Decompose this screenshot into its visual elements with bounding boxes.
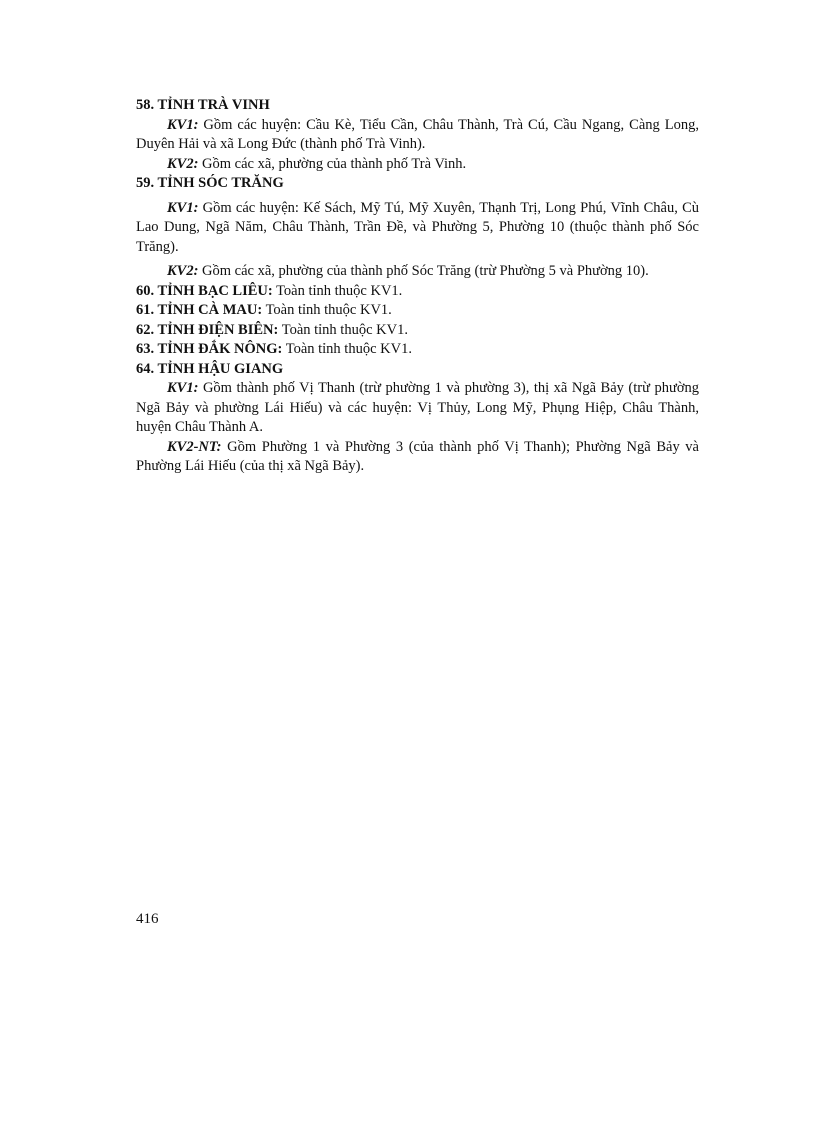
section-58-heading: 58. TỈNH TRÀ VINH xyxy=(136,97,270,113)
section-60-heading: 60. TỈNH BẠC LIÊU: xyxy=(136,282,273,299)
section-64-kv2 xyxy=(136,438,699,477)
kv2-label: KV2-NT: xyxy=(167,438,222,455)
kv1-text: Gồm thành phố Vị Thanh (trừ phường 1 và phường 3), thị xã Ngã Bảy (trừ phường Ngã Bảy và phường Lái Hiếu) và các huyện: Vị Thủy, Long Mỹ, Phụng Hiệp, Châu Thành, huyện Châu Thành A. xyxy=(136,380,699,435)
page-number: 416 xyxy=(136,911,159,927)
kv1-label: KV1: xyxy=(167,380,199,396)
section-63-heading: 63. TỈNH ĐẮK NÔNG: xyxy=(136,341,283,357)
section-60 xyxy=(136,282,699,302)
section-59-kv2 xyxy=(136,262,699,282)
section-63 xyxy=(136,340,699,360)
kv1-text: Gồm các huyện: Kế Sách, Mỹ Tú, Mỹ Xuyên, Thạnh Trị, Long Phú, Vĩnh Châu, Cù Lao Dung, Ngã Năm, Châu Thành, Trần Đề, và Phường 5, Phường 10 (thuộc thành phố Sóc Trăng). xyxy=(136,199,699,255)
kv2-text: Gồm các xã, phường của thành phố Sóc Trăng (trừ Phường 5 và Phường 10). xyxy=(198,263,649,279)
section-63-text: Toàn tỉnh thuộc KV1. xyxy=(282,341,412,357)
section-58-kv2 xyxy=(136,155,699,175)
section-64-kv1 xyxy=(136,379,699,438)
section-60-text: Toàn tỉnh thuộc KV1. xyxy=(272,282,403,299)
kv1-label: KV1: xyxy=(167,199,199,216)
section-62-heading: 62. TỈNH ĐIỆN BIÊN: xyxy=(136,321,279,338)
kv2-label: KV2: xyxy=(167,155,199,172)
section-59-heading: 59. TỈNH SÓC TRĂNG xyxy=(136,175,284,191)
kv2-text: Gồm Phường 1 và Phường 3 (của thành phố Vị Thanh); Phường Ngã Bảy và Phường Lái Hiếu (của thị xã Ngã Bảy). xyxy=(136,438,699,474)
section-62-text: Toàn tỉnh thuộc KV1. xyxy=(278,321,408,338)
section-64-heading: 64. TỈNH HẬU GIANG xyxy=(136,360,284,377)
kv1-text: Gồm các huyện: Cầu Kè, Tiểu Cần, Châu Thành, Trà Cú, Cầu Ngang, Càng Long, Duyên Hải và xã Long Đức (thành phố Trà Vinh). xyxy=(136,116,699,152)
kv1-label: KV1: xyxy=(167,116,199,133)
kv2-label: KV2: xyxy=(167,263,199,279)
section-59-kv1 xyxy=(136,199,699,258)
document-page xyxy=(136,96,699,477)
kv2-text: Gồm các xã, phường của thành phố Trà Vinh. xyxy=(198,155,467,172)
section-61-text: Toàn tỉnh thuộc KV1. xyxy=(262,302,392,318)
section-62 xyxy=(136,321,699,341)
section-61-heading: 61. TỈNH CÀ MAU: xyxy=(136,302,263,318)
section-61 xyxy=(136,301,699,321)
section-58-kv1 xyxy=(136,116,699,155)
